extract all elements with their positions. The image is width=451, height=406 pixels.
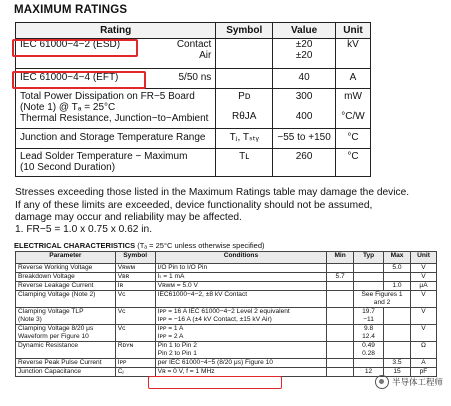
ec-cell-min — [327, 264, 354, 273]
ec-cell-line: Pin 1 to Pin 2 — [157, 342, 197, 349]
ec-cell-conditions — [155, 308, 326, 325]
max-ratings-title: MAXIMUM RATINGS — [14, 4, 128, 16]
ec-cell-unit — [410, 359, 436, 368]
symbol-2: RθJA — [232, 111, 257, 122]
ec-cell-line: Vᴄ — [117, 325, 126, 332]
ec-cell-line: 19.7 — [362, 308, 375, 315]
ec-cell-conditions — [155, 264, 326, 273]
ec-cell-unit — [410, 282, 436, 291]
ec-cell-min — [327, 368, 354, 377]
ec-cell-line: 1.0 — [392, 282, 402, 289]
ec-subtitle: (Tₐ = 25°C unless otherwise specified) — [137, 241, 265, 250]
ec-cell-line: 5.7 — [335, 273, 345, 280]
ec-cell-min — [327, 282, 354, 291]
ec-cell-line: Reverse Working Voltage — [18, 264, 93, 271]
ec-cell-line: 9.8 — [363, 325, 374, 332]
ec-cell-line: 0.49 — [362, 342, 375, 349]
esd-highlight-box — [12, 39, 138, 57]
ec-cell-line: IEC61000−4−2, ±8 kV Contact — [157, 291, 248, 298]
ec-cell-line: Vᴄ — [117, 291, 126, 298]
ec-cell-line: V — [421, 273, 426, 280]
rating-label: IEC 61000−4−4 (EFT) — [20, 72, 119, 83]
ec-cell-max — [384, 264, 411, 273]
ec-cell-min — [327, 291, 354, 308]
wechat-logo-icon — [375, 375, 389, 389]
ec-cell-line: See Figures 1 and 2 — [361, 291, 403, 306]
row-power — [16, 89, 371, 129]
ec-cell-symbol — [115, 325, 155, 342]
electrical-characteristics-table — [15, 251, 437, 377]
ec-cell-symbol — [115, 273, 155, 282]
value-cell: 40 — [273, 69, 336, 89]
ec-cell-parameter — [16, 368, 116, 377]
symbol-cell: Tʟ — [216, 149, 273, 177]
ec-cell-line: Clamping Voltage TLP — [18, 308, 84, 315]
ec-header-row — [16, 252, 437, 264]
symbol-cell — [216, 39, 273, 69]
ec-cell-symbol — [115, 291, 155, 308]
ec-cell-symbol — [115, 264, 155, 273]
ec-cell-unit — [410, 325, 436, 342]
ec-cell-conditions — [155, 359, 326, 368]
ec-cell-line: Junction Capacitance — [18, 368, 82, 375]
ec-header-min: Min — [327, 252, 354, 264]
value-cell: −55 to +150 — [273, 129, 336, 149]
ec-cell-line: Reverse Peak Pulse Current — [18, 359, 102, 366]
symbol-1: Pᴅ — [238, 91, 251, 102]
rating-label-3: Thermal Resistance, Junction−to−Ambient — [20, 113, 209, 124]
ec-cell-typ — [354, 308, 384, 325]
rating-cell — [16, 89, 216, 129]
ec-cell-line: 3.5 — [392, 359, 402, 366]
watermark-text: 半导体工程师 — [392, 377, 444, 387]
header-value: Value — [273, 23, 336, 39]
ec-cell-typ — [354, 359, 384, 368]
ec-cell-parameter — [16, 273, 116, 282]
ec-cell-typ — [354, 291, 411, 308]
ec-cell-max — [384, 273, 411, 282]
rating-label: Junction and Storage Temperature Range — [16, 129, 216, 149]
ec-cell-unit — [410, 264, 436, 273]
stress-paragraph — [15, 187, 410, 225]
symbol-cell — [216, 69, 273, 89]
ec-cell-unit — [410, 342, 436, 359]
watermark — [375, 375, 443, 389]
ec-cell-unit — [410, 308, 436, 325]
ec-cell-conditions — [155, 282, 326, 291]
ec-cell-conditions — [155, 342, 326, 359]
ec-cell-line: Ω — [421, 342, 426, 349]
ec-cell-line: Clamping Voltage (Note 2) — [18, 291, 96, 298]
ec-row — [16, 325, 437, 342]
ec-cell-line: Vʙʀ — [117, 273, 130, 280]
ec-cell-max — [384, 308, 411, 325]
ec-cell-max — [384, 342, 411, 359]
ec-cell-line: Pin 2 to Pin 1 — [157, 350, 197, 357]
ec-cell-parameter — [16, 342, 116, 359]
ec-cell-line: Vʀᴡᴍ = 5.0 V — [157, 282, 198, 289]
rating-label-2: (10 Second Duration) — [20, 162, 116, 173]
ec-cell-line: 12.4 — [362, 333, 375, 340]
ec-cell-line: Reverse Leakage Current — [18, 282, 94, 289]
value-1: ±20 — [295, 39, 313, 50]
ec-cell-line: 0.28 — [362, 350, 375, 357]
header-rating: Rating — [16, 23, 216, 39]
rating-label: IEC 61000−4−2 (ESD) — [20, 39, 121, 50]
ec-cell-line: A — [421, 359, 426, 366]
ec-cell-line: V — [421, 308, 426, 315]
ec-cell-line: Cⱼ — [117, 368, 124, 375]
ec-cell-line: V — [421, 325, 426, 332]
ec-cell-parameter — [16, 291, 116, 308]
ec-cell-line: Iᴘᴘ = 16 A IEC 61000−4−2 Level 2 equivalent — [157, 308, 290, 315]
ec-cell-min — [327, 342, 354, 359]
ec-title — [14, 241, 265, 250]
ec-row — [16, 342, 437, 359]
ec-cell-symbol — [115, 308, 155, 325]
ec-cell-min — [327, 273, 354, 282]
ec-cell-line: Clamping Voltage 8/20 μs — [18, 325, 94, 332]
ec-row — [16, 264, 437, 273]
ec-cell-line: Dynamic Resistance — [18, 342, 79, 349]
ec-cell-conditions — [155, 325, 326, 342]
ec-cell-line: Vʀᴡᴍ — [117, 264, 135, 271]
ec-cell-min — [327, 325, 354, 342]
ec-cell-line: 12 — [364, 368, 373, 375]
ec-cell-line: Iᴘᴘ = −16 A (±4 kV Contact, ±15 kV Air) — [157, 316, 272, 323]
ec-cell-line: pF — [419, 368, 428, 375]
ec-header-unit: Unit — [410, 252, 436, 264]
ec-cell-min — [327, 359, 354, 368]
value-cell — [273, 89, 336, 129]
rating-label: Lead Solder Temperature − Maximum — [20, 151, 188, 162]
ec-cell-symbol — [115, 342, 155, 359]
ec-cell-line: 15 — [393, 368, 401, 375]
ec-cell-max — [384, 359, 411, 368]
ec-cell-line: Waveform per Figure 10 — [18, 333, 89, 340]
footnote-1: 1. FR−5 = 1.0 x 0.75 x 0.62 in. — [15, 224, 153, 235]
rating-mode-2: Air — [199, 50, 212, 61]
rating-label: Total Power Dissipation on FR−5 Board — [20, 91, 195, 102]
ec-row — [16, 273, 437, 282]
unit-cell: A — [336, 69, 371, 89]
symbol-cell: Tⱼ, Tₛₜᵧ — [216, 129, 273, 149]
ec-cell-parameter — [16, 359, 116, 368]
ec-cell-line: Vᴄ — [117, 308, 126, 315]
ec-cell-line: μA — [419, 282, 428, 289]
ec-cell-max — [384, 282, 411, 291]
unit-cell: kV — [336, 39, 371, 69]
ec-cell-parameter — [16, 325, 116, 342]
rating-mode: Contact — [176, 39, 212, 50]
ec-header-symbol: Symbol — [115, 252, 155, 264]
value-2: ±20 — [295, 50, 313, 61]
ec-cell-min — [327, 308, 354, 325]
ec-cell-unit — [410, 273, 436, 282]
ec-cell-line: I/O Pin to I/O Pin — [157, 264, 208, 271]
value-cell — [273, 39, 336, 69]
eft-highlight-box — [12, 71, 146, 89]
ec-cell-parameter — [16, 264, 116, 273]
ec-cell-line: Rᴅʏɴ — [117, 342, 134, 349]
ec-cell-line: (Note 3) — [18, 316, 42, 323]
unit-cell — [336, 89, 371, 129]
unit-1: mW — [344, 91, 362, 102]
ec-row — [16, 282, 437, 291]
ec-header-typ: Typ — [354, 252, 384, 264]
max-ratings-header-row — [16, 23, 371, 39]
ec-cell-conditions — [155, 273, 326, 282]
rating-mode: 5/50 ns — [178, 72, 212, 83]
ec-cell-typ — [354, 273, 384, 282]
ec-row — [16, 359, 437, 368]
unit-2: °C/W — [341, 111, 365, 122]
row-solder-temp — [16, 149, 371, 177]
ec-cell-typ — [354, 264, 384, 273]
ec-cell-line: V — [421, 264, 426, 271]
ec-header-max: Max — [384, 252, 411, 264]
symbol-cell — [216, 89, 273, 129]
ec-cell-line: Iʀ — [117, 282, 124, 289]
rating-cell — [16, 149, 216, 177]
stress-text: Stresses exceeding those listed in the Maximum Ratings table may damage the device. If any of these limits are exceeded, device functionality should not be assumed, damage may occur and reliability may be affected. — [15, 187, 410, 223]
ec-cell-typ — [354, 325, 384, 342]
ec-cell-typ — [354, 342, 384, 359]
header-symbol: Symbol — [216, 23, 273, 39]
unit-cell: °C — [336, 129, 371, 149]
ec-cell-line: Iₜ = 1 mA — [157, 273, 185, 280]
ec-cell-line: Iᴘᴘ — [117, 359, 127, 366]
ec-cell-line: −11 — [363, 316, 374, 323]
ec-cell-parameter — [16, 308, 116, 325]
ec-cell-symbol — [115, 282, 155, 291]
rating-label-2: (Note 1) @ Tₐ = 25°C — [20, 102, 116, 113]
ec-cell-unit — [410, 291, 436, 308]
ec-cell-max — [384, 325, 411, 342]
header-unit: Unit — [336, 23, 371, 39]
ec-header-conditions: Conditions — [155, 252, 326, 264]
ec-cell-conditions — [155, 291, 326, 308]
ec-cell-typ — [354, 282, 384, 291]
row-temp-range — [16, 129, 371, 149]
value-2: 400 — [295, 111, 313, 122]
ec-cell-symbol — [115, 359, 155, 368]
ec-title-text: ELECTRICAL CHARACTERISTICS — [14, 241, 136, 250]
ec-cell-line: Iᴘᴘ = 1 A — [157, 325, 184, 332]
ec-cell-line: V — [421, 291, 426, 298]
peak-pulse-highlight-box — [148, 376, 282, 389]
value-cell: 260 — [273, 149, 336, 177]
ec-cell-line: Breakdown Voltage — [18, 273, 75, 280]
ec-cell-line: Iᴘᴘ = 2 A — [157, 333, 184, 340]
ec-cell-line: Vʀ = 0 V, f = 1 MHz — [157, 368, 215, 375]
ec-cell-line: per IEC 61000−4−5 (8/20 μs) Figure 10 — [157, 359, 273, 366]
ec-row — [16, 308, 437, 325]
value-1: 300 — [295, 91, 313, 102]
ec-row — [16, 291, 437, 308]
unit-cell: °C — [336, 149, 371, 177]
ec-cell-line: 5.0 — [392, 264, 402, 271]
ec-cell-parameter — [16, 282, 116, 291]
ec-header-parameter: Parameter — [16, 252, 116, 264]
